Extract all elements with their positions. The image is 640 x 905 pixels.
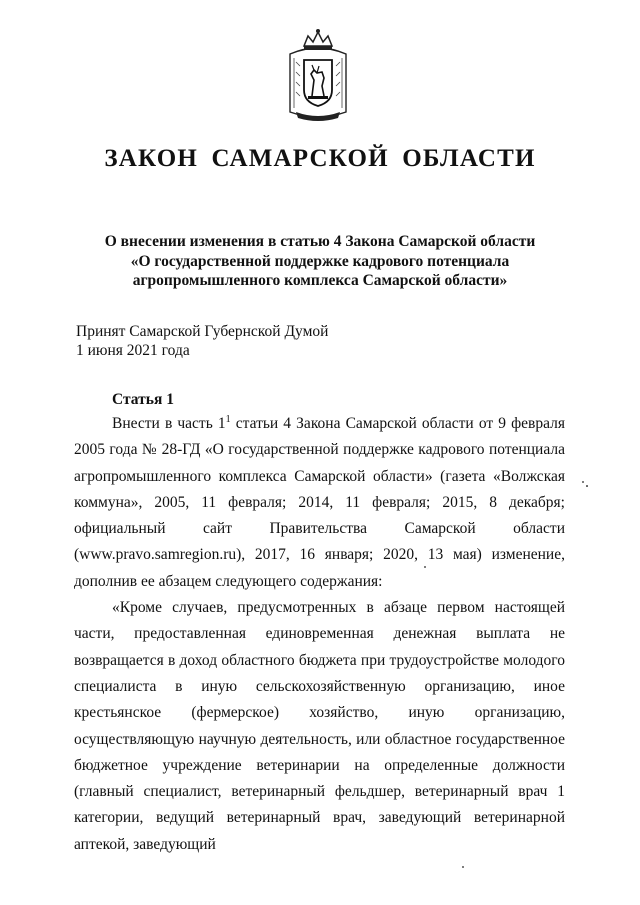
scan-speck	[582, 481, 584, 483]
document-title: ЗАКОН САМАРСКОЙ ОБЛАСТИ	[104, 145, 536, 172]
article-heading: Статья 1	[112, 391, 174, 408]
article-paragraph	[74, 411, 565, 595]
quoted-paragraph: «Кроме случаев, предусмотренных в абзаце первом настоящей части, предоставленная единовременная денежная выплата не возвращается в доход областного бюджета при трудоустройстве молодого специалиста в иную сельскохозяйственную организацию, иное крестьянское (фермерское) хозяйство, иную организацию, осуществляющую научную деятельность, или областное государственное бюджетное учреждение ветеринарии на определенные должности (главный специалист, ветеринарный фельдшер, ветеринарный врач 1 категории, ведущий ветеринарный врач, заведующий ветеринарной аптекой, заведующий	[74, 599, 565, 853]
adoption-info	[76, 322, 328, 360]
adopted-by: Принят Самарской Губернской Думой	[76, 323, 329, 340]
coat-of-arms-icon	[284, 28, 352, 123]
adoption-date: 1 июня 2021 года	[76, 342, 190, 359]
article-body	[74, 411, 565, 858]
scan-speck	[424, 566, 426, 568]
document-subtitle	[60, 232, 580, 291]
scan-speck	[586, 485, 588, 487]
scan-speck	[462, 866, 464, 868]
superscript-number: 1	[225, 414, 231, 425]
paragraph-text-rest: статьи 4 Закона Самарской области от 9 февраля 2005 года № 28-ГД «О государственной поддержке кадрового потенциала агропромышленного комплекса Самарской области» (газета «Волжская коммуна», 2005, 11 февраля; 2014, 11 февраля; 2015, 8 декабря; официальный сайт Правительства Самарской области (www.pravo.samregion.ru), 2017, 16 января; 2020, 13 мая) изменение, дополнив ее абзацем следующего содержания:	[74, 415, 565, 590]
subtitle-line-1: О внесении изменения в статью 4 Закона Самарской области	[104, 233, 536, 250]
subtitle-line-2: «О государственной поддержке кадрового потенциала	[130, 252, 510, 270]
subtitle-line-3: агропромышленного комплекса Самарской области»	[132, 272, 508, 289]
paragraph-text-start: Внести в часть 1	[112, 415, 226, 432]
